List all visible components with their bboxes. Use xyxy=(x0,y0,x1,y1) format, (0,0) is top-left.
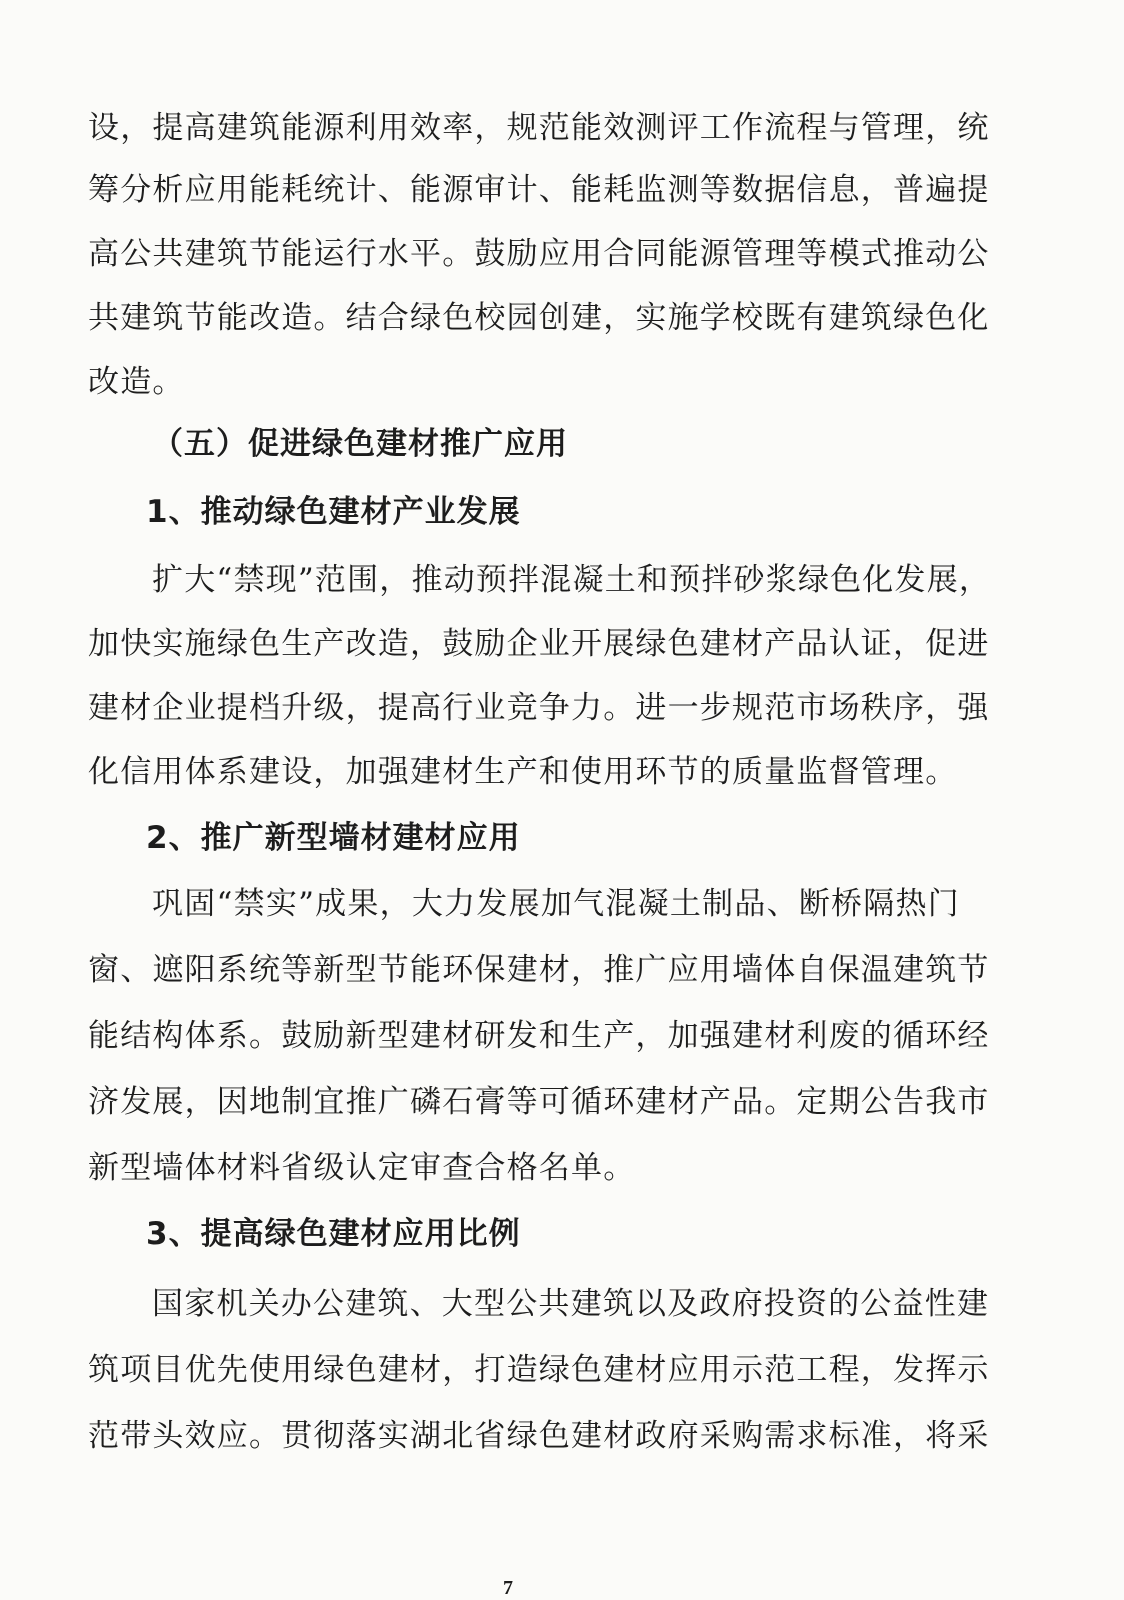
paragraph-2-line-3: 建材企业提档升级，提高行业竞争力。进一步规范市场秩序，强 xyxy=(88,690,990,726)
paragraph-3-line-5: 新型墙体材料省级认定审查合格名单。 xyxy=(88,1150,636,1186)
paragraph-3-line-3: 能结构体系。鼓励新型建材研发和生产，加强建材利废的循环经 xyxy=(88,1018,990,1054)
subheading-1: 1、推动绿色建材产业发展 xyxy=(146,494,521,530)
paragraph-1-line-1: 设，提高建筑能源利用效率，规范能效测评工作流程与管理，统 xyxy=(88,110,990,146)
paragraph-2-line-1: 扩大“禁现”范围，推动预拌混凝土和预拌砂浆绿色化发展， xyxy=(152,562,992,598)
paragraph-4-line-3: 范带头效应。贯彻落实湖北省绿色建材政府采购需求标准，将采 xyxy=(88,1418,990,1454)
paragraph-1-line-5: 改造。 xyxy=(88,364,185,400)
paragraph-3-line-2: 窗、遮阳系统等新型节能环保建材，推广应用墙体自保温建筑节 xyxy=(88,952,990,988)
paragraph-4-line-1: 国家机关办公建筑、大型公共建筑以及政府投资的公益性建 xyxy=(152,1286,990,1322)
paragraph-1-line-3: 高公共建筑节能运行水平。鼓励应用合同能源管理等模式推动公 xyxy=(88,236,990,272)
section-heading: （五）促进绿色建材推广应用 xyxy=(152,426,568,462)
subheading-3: 3、提高绿色建材应用比例 xyxy=(146,1216,521,1252)
page-number: 7 xyxy=(503,1577,513,1599)
paragraph-1-line-4: 共建筑节能改造。结合绿色校园创建，实施学校既有建筑绿色化 xyxy=(88,300,990,336)
subheading-2: 2、推广新型墙材建材应用 xyxy=(146,820,521,856)
paragraph-1-line-2: 筹分析应用能耗统计、能源审计、能耗监测等数据信息，普遍提 xyxy=(88,172,990,208)
paragraph-2-line-2: 加快实施绿色生产改造，鼓励企业开展绿色建材产品认证，促进 xyxy=(88,626,990,662)
paragraph-2-line-4: 化信用体系建设，加强建材生产和使用环节的质量监督管理。 xyxy=(88,754,958,790)
paragraph-3-line-4: 济发展，因地制宜推广磷石膏等可循环建材产品。定期公告我市 xyxy=(88,1084,990,1120)
paragraph-4-line-2: 筑项目优先使用绿色建材，打造绿色建材应用示范工程，发挥示 xyxy=(88,1352,990,1388)
paragraph-3-line-1: 巩固“禁实”成果，大力发展加气混凝土制品、断桥隔热门 xyxy=(152,886,960,922)
